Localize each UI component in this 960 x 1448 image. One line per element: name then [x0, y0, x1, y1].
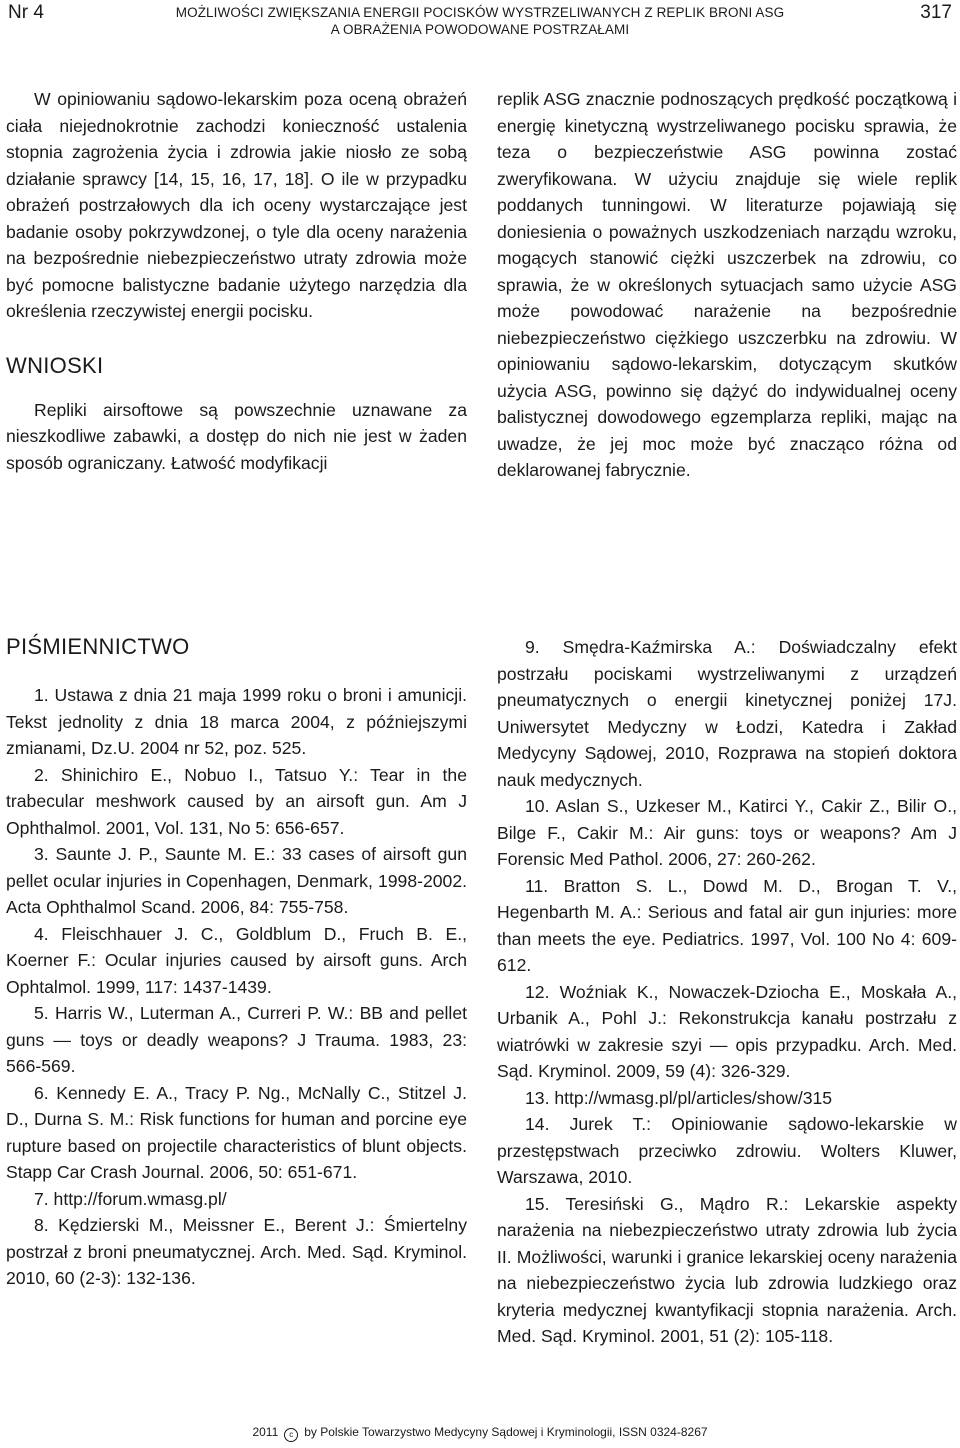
issue-number: Nr 4	[8, 2, 44, 23]
reference-item: 8. Kędzierski M., Meissner E., Berent J.: Śmiertelny postrzał z broni pneumatycznej. Arch. Med. Sąd. Kryminol. 2010, 60 (2-3): 132-136.	[6, 1215, 467, 1288]
references-column-right	[497, 634, 957, 1350]
reference-item: 13. http://wmasg.pl/pl/articles/show/315	[525, 1087, 833, 1108]
footer-year: 2011	[252, 1425, 279, 1439]
copyright-icon: c	[284, 1428, 298, 1442]
references-heading: PIŚMIENNICTWO	[6, 634, 190, 659]
reference-item: 14. Jurek T.: Opiniowanie sądowo-lekarskie w przestępstwach przeciwko zdrowiu. Wolters Kluwer, Warszawa, 2010.	[497, 1114, 957, 1187]
page-header	[0, 0, 960, 50]
references-column-left	[6, 634, 467, 1292]
conclusions-heading: WNIOSKI	[6, 352, 104, 378]
running-title-line-1: MOŻLIWOŚCI ZWIĘKSZANIA ENERGII POCISKÓW WYSTRZELIWANYCH Z REPLIK BRONI ASG	[175, 5, 785, 20]
running-title	[140, 4, 820, 38]
body-paragraph: W opiniowaniu sądowo-lekarskim poza oceną obrażeń ciała niejednokrotnie zachodzi konieczność ustalenia stopnia zagrożenia życia i zdrowia jakie niosło ze sobą działanie sprawcy [14, 15, 16, 17, 18]. O ile w przypadku obrażeń postrzałowych dla ich oceny wystarczające jest badanie osoby pokrzywdzonej, o tyle dla oceny narażenia na bezpośrednie niebezpieczeństwo utraty zdrowia może być pomocne balistyczne badanie użytego narzędzia dla określenia rzeczywistej energii pocisku.	[6, 89, 467, 321]
reference-item: 2. Shinichiro E., Nobuo I., Tatsuo Y.: Tear in the trabecular meshwork caused by an airsoft gun. Am J Ophthalmol. 2001, Vol. 131, No 5: 656-657.	[6, 764, 467, 838]
reference-item: 9. Smędra-Kaźmirska A.: Doświadczalny efekt postrzału pociskami wystrzeliwanymi z urządzeń pneumatycznych o energii kinetycznej poniżej 17J. Uniwersytet Medyczny w Łodzi, Katedra i Zakład Medycyny Sądowej, 2010, Rozprawa na stopień doktora nauk medycznych.	[497, 637, 957, 790]
conclusions-paragraph: Repliki airsoftowe są powszechnie uznawane za nieszkodliwe zabawki, a dostęp do nich nie jest w żaden sposób ograniczany. Łatwość modyfikacji	[6, 399, 467, 473]
reference-item: 4. Fleischhauer J. C., Goldblum D., Fruch B. E., Koerner F.: Ocular injuries caused by airsoft guns. Arch Ophtalmol. 1999, 117: 1437-1439.	[6, 923, 467, 997]
reference-item: 11. Bratton S. L., Dowd M. D., Brogan T. V., Hegenbarth M. A.: Serious and fatal air gun injuries: more than meets the eye. Pediatrics. 1997, Vol. 100 No 4: 609-612.	[497, 875, 957, 975]
body-column-left	[6, 86, 467, 476]
page-number: 317	[920, 2, 952, 23]
reference-item: 6. Kennedy E. A., Tracy P. Ng., McNally C., Stitzel J. D., Durna S. M.: Risk functions for human and porcine eye rupture based on projectile characteristics of blunt objects. Stapp Car Crash Journal. 2006, 50: 651-671.	[6, 1082, 467, 1182]
reference-item: 15. Teresiński G., Mądro R.: Lekarskie aspekty narażenia na niebezpieczeństwo utraty zdrowia lub życia II. Możliwości, warunki i granice lekarskiej oceny narażenia na niebezpieczeństwo życia lub zdrowia ludzkiego oraz kryteria medycznej kwantyfikacji stopnia narażenia. Arch. Med. Sąd. Kryminol. 2001, 51 (2): 105-118.	[497, 1193, 957, 1346]
page-footer	[0, 1425, 960, 1442]
continued-paragraph: replik ASG znacznie podnoszących prędkość początkową i energię kinetyczną wystrzeliwanego pocisku sprawia, że teza o bezpieczeństwie ASG powinna zostać zweryfikowana. W użyciu znajduje się wiele replik poddanych tunningowi. W literaturze pojawiają się doniesienia o poważnych uszkodzeniach narządu wzroku, mogących stanowić ciężki uszczerbek na zdrowiu, co sprawia, że w określonych sytuacjach samo użycie ASG może powodować narażenie na bezpośrednie niebezpieczeństwo ciężkiego uszczerbku na zdrowiu. W opiniowaniu sądowo-lekarskim, dotyczącym skutków użycia ASG, powinno się dążyć do indywidualnej oceny balistycznej dowodowego egzemplarza repliki, mając na uwadze, że jej moc może być znacząco różna od deklarowanej fabrycznie.	[497, 89, 957, 480]
reference-item: 10. Aslan S., Uzkeser M., Katirci Y., Cakir Z., Bilir O., Bilge F., Cakir M.: Air guns: toys or weapons? Am J Forensic Med Pathol. 2006, 27: 260-262.	[497, 796, 957, 869]
reference-item: 3. Saunte J. P., Saunte M. E.: 33 cases of airsoft gun pellet ocular injuries in Copenhagen, Denmark, 1998-2002. Acta Ophthalmol Scand. 2006, 84: 755-758.	[6, 844, 467, 917]
running-title-line-2: A OBRAŻENIA POWODOWANE POSTRZAŁAMI	[330, 22, 630, 37]
reference-item: 7. http://forum.wmasg.pl/	[34, 1188, 227, 1209]
body-column-right	[497, 86, 957, 484]
reference-item: 12. Woźniak K., Nowaczek-Dziocha E., Moskała A., Urbanik A., Pohl J.: Rekonstrukcja kanału postrzału z wiatrówki w zakresie szyi — opis przypadku. Arch. Med. Sąd. Kryminol. 2009, 59 (4): 326-329.	[497, 981, 957, 1081]
reference-item: 5. Harris W., Luterman A., Curreri P. W.: BB and pellet guns — toys or deadly weapons? J Trauma. 1983, 23: 566-569.	[6, 1003, 467, 1076]
reference-item: 1. Ustawa z dnia 21 maja 1999 roku o broni i amunicji. Tekst jednolity z dnia 18 marca 2004, z późniejszymi zmianami, Dz.U. 2004 nr 52, poz. 525.	[6, 685, 467, 758]
footer-text: by Polskie Towarzystwo Medycyny Sądowej i Kryminologii, ISSN 0324-8267	[304, 1425, 708, 1439]
